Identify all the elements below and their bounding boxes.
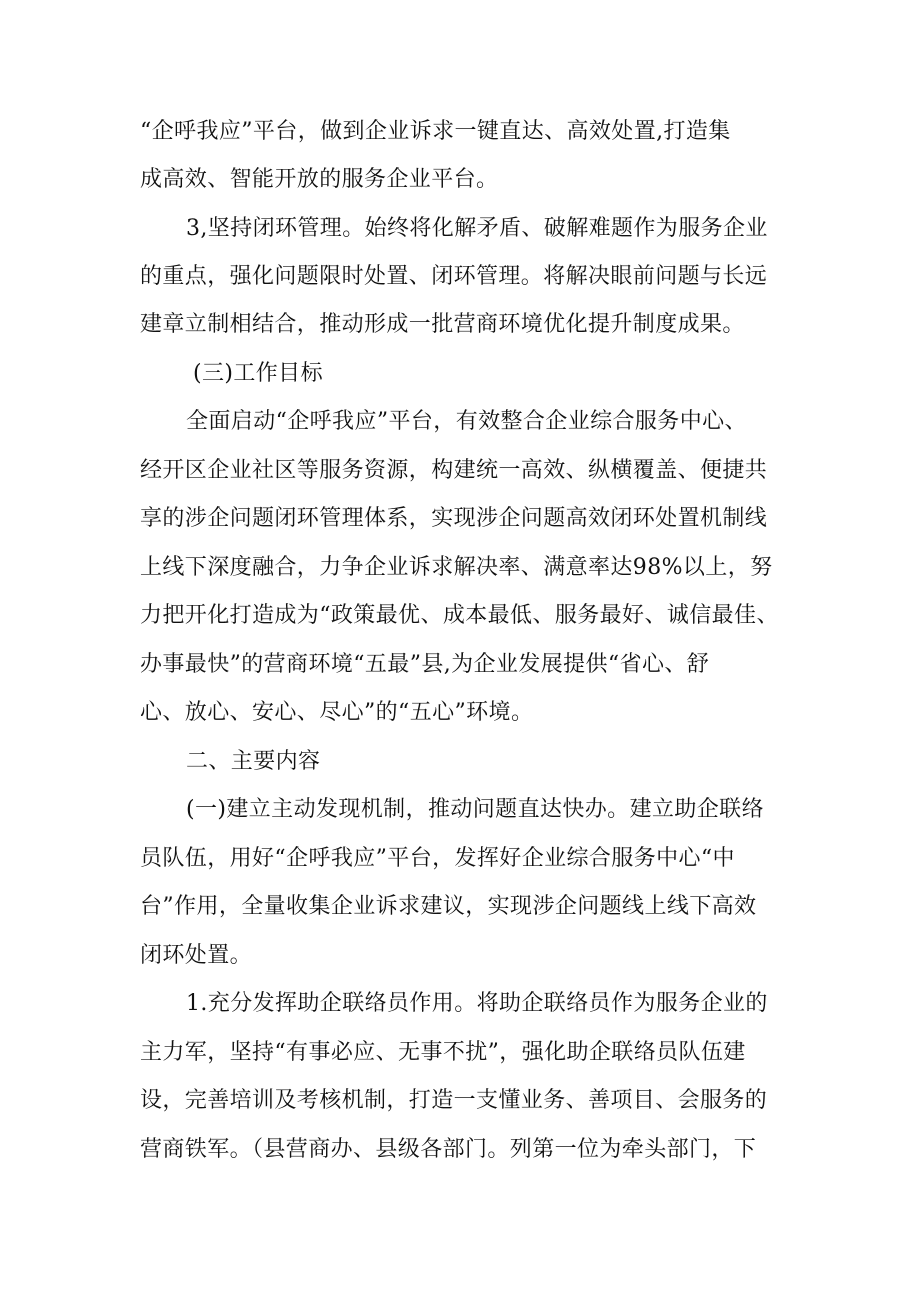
body-line: 享的涉企问题闭环管理体系，实现涉企问题高效闭环处置机制线 bbox=[140, 506, 768, 531]
body-line: 经开区企业社区等服务资源，构建统一高效、纵横覆盖、便捷共 bbox=[140, 458, 768, 483]
body-line: 台”作用，全量收集企业诉求建议，实现涉企问题线上线下高效 bbox=[140, 894, 757, 919]
body-line: 设，完善培训及考核机制，打造一支懂业务、善项目、会服务的 bbox=[140, 1088, 768, 1113]
body-line: 全面启动“企呼我应”平台，有效整合企业综合服务中心、 bbox=[186, 409, 747, 434]
body-line: 员队伍，用好“企呼我应”平台，发挥好企业综合服务中心“中 bbox=[140, 846, 735, 871]
body-line: 闭环处置。 bbox=[140, 943, 253, 968]
body-line: 力把开化打造成为“政策最优、成本最低、服务最好、诚信最佳、 bbox=[140, 603, 779, 628]
body-line: 成高效、智能开放的服务企业平台。 bbox=[140, 167, 499, 192]
body-line: “企呼我应”平台，做到企业诉求一键直达、高效处置,打造集 bbox=[140, 119, 731, 144]
body-line: 办事最快”的营商环境“五最”县,为企业发展提供“省心、舒 bbox=[140, 652, 710, 677]
body-line: 建章立制相结合，推动形成一批营商环境优化提升制度成果。 bbox=[140, 312, 745, 337]
body-line: 的重点，强化问题限时处置、闭环管理。将解决眼前问题与长远 bbox=[140, 264, 768, 289]
body-line: (一)建立主动发现机制，推动问题直达快办。建立助企联络 bbox=[186, 797, 764, 822]
body-line: 1.充分发挥助企联络员作用。将助企联络员作为服务企业的 bbox=[186, 991, 768, 1016]
section-heading: 二、主要内容 bbox=[186, 749, 321, 774]
body-line: 心、放心、安心、尽心”的“五心”环境。 bbox=[140, 700, 534, 725]
section-heading: (三)工作目标 bbox=[193, 361, 323, 386]
body-line: 3,坚持闭环管理。始终将化解矛盾、破解难题作为服务企业 bbox=[186, 216, 768, 241]
body-line: 上线下深度融合，力争企业诉求解决率、满意率达98%以上，努 bbox=[140, 555, 773, 580]
body-line: 营商铁军。（县营商办、县级各部门。列第一位为牵头部门，下 bbox=[140, 1137, 757, 1162]
body-line: 主力军，坚持“有事必应、无事不扰”，强化助企联络员队伍建 bbox=[140, 1040, 746, 1065]
